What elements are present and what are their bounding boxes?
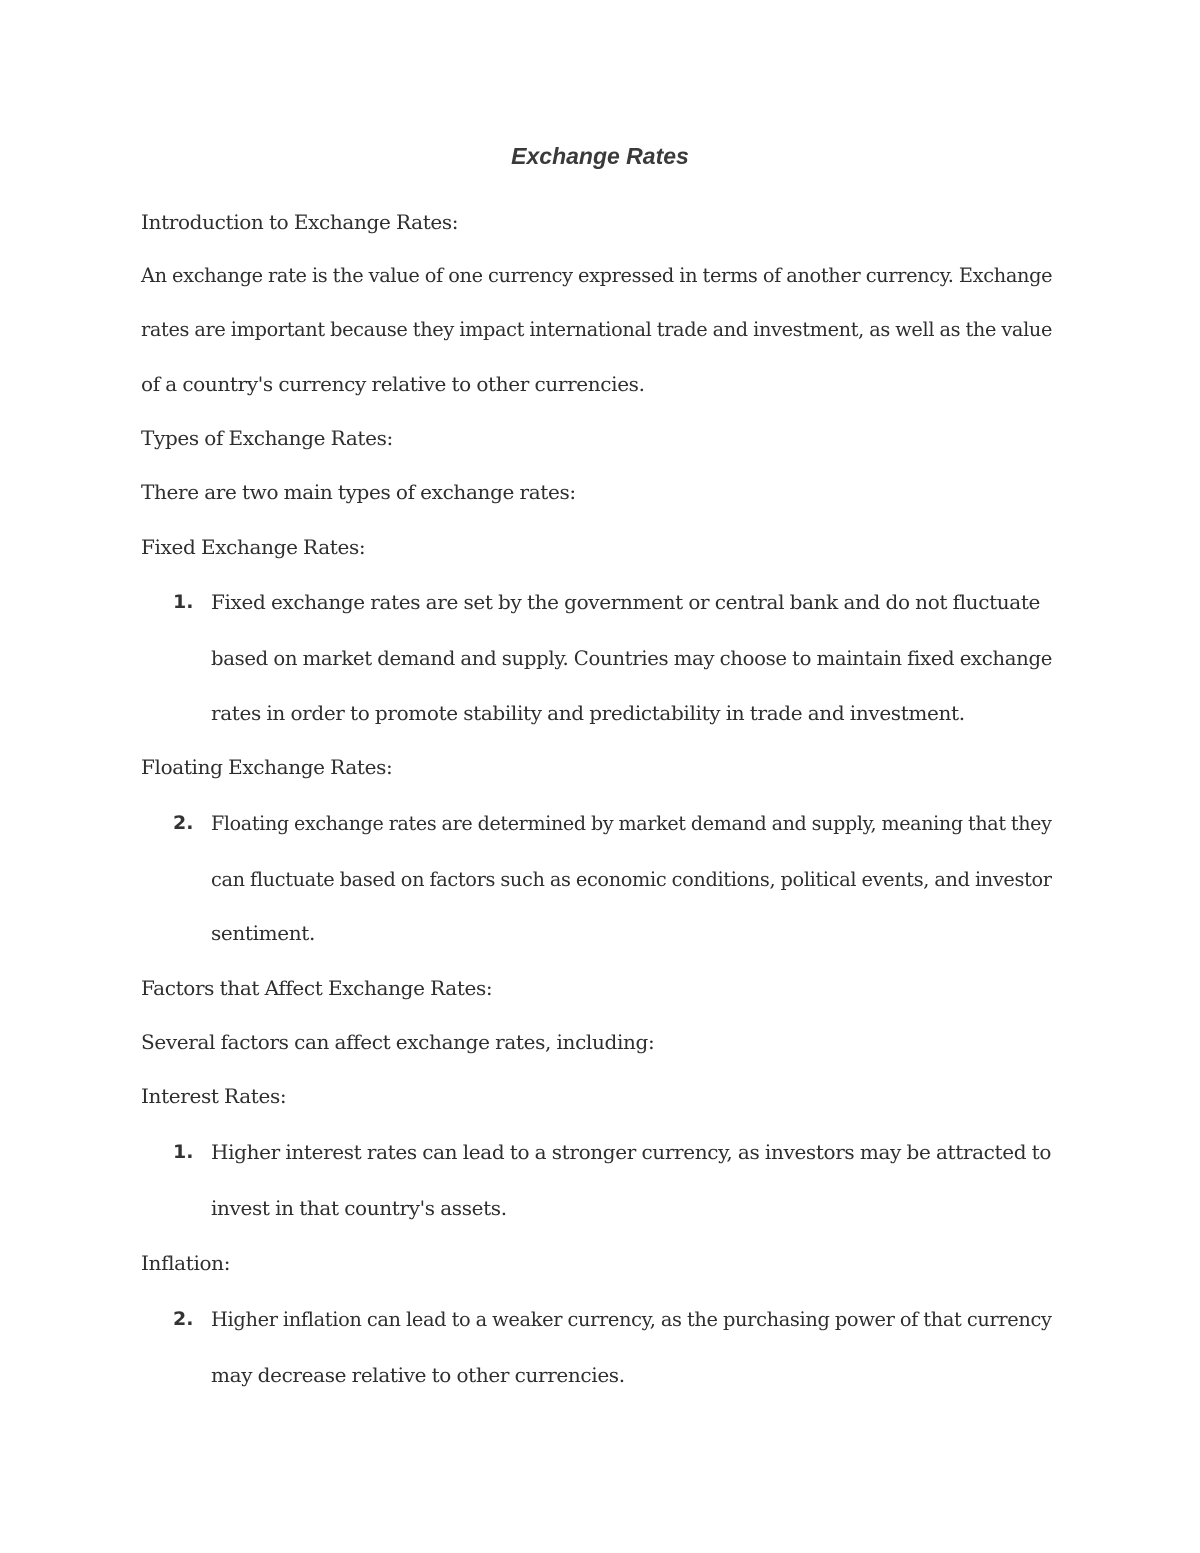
intro-line-3: of a country's currency relative to other currencies. — [141, 372, 645, 396]
intro-line-1: An exchange rate is the value of one currency expressed in terms of another currency. Exchange — [141, 263, 1053, 287]
intro-line-2: rates are important because they impact international trade and investment, as well as the value — [141, 317, 1053, 341]
intro-heading: Introduction to Exchange Rates: — [141, 210, 459, 234]
document-title: Exchange Rates — [511, 143, 689, 169]
fixed-item-number: 1. — [173, 591, 194, 613]
types-intro: There are two main types of exchange rates: — [141, 480, 576, 504]
factors-heading: Factors that Affect Exchange Rates: — [141, 976, 493, 1000]
factors-intro: Several factors can affect exchange rates, including: — [141, 1030, 655, 1054]
fixed-heading: Fixed Exchange Rates: — [141, 535, 366, 559]
floating-heading: Floating Exchange Rates: — [141, 755, 393, 779]
fixed-item-line-3: rates in order to promote stability and predictability in trade and investment. — [211, 701, 965, 725]
floating-item-number: 2. — [173, 812, 194, 834]
floating-item-line-3: sentiment. — [211, 921, 315, 945]
interest-item-line-1: Higher interest rates can lead to a stronger currency, as investors may be attracted to — [211, 1140, 1052, 1164]
inflation-item-line-2: may decrease relative to other currencies. — [211, 1363, 625, 1387]
interest-item-number: 1. — [173, 1141, 194, 1163]
inflation-item-line-1: Higher inflation can lead to a weaker currency, as the purchasing power of that currency — [211, 1307, 1052, 1331]
types-heading: Types of Exchange Rates: — [141, 426, 393, 450]
inflation-heading: Inflation: — [141, 1251, 231, 1275]
fixed-item-line-2: based on market demand and supply. Countries may choose to maintain fixed exchange — [211, 646, 1053, 670]
fixed-item-line-1: Fixed exchange rates are set by the government or central bank and do not fluctuate — [211, 590, 1041, 614]
interest-heading: Interest Rates: — [141, 1084, 287, 1108]
floating-item-line-1: Floating exchange rates are determined by market demand and supply, meaning that they — [211, 811, 1052, 835]
interest-item-line-2: invest in that country's assets. — [211, 1196, 507, 1220]
floating-item-line-2: can fluctuate based on factors such as economic conditions, political events, and investor — [211, 867, 1052, 891]
inflation-item-number: 2. — [173, 1308, 194, 1330]
